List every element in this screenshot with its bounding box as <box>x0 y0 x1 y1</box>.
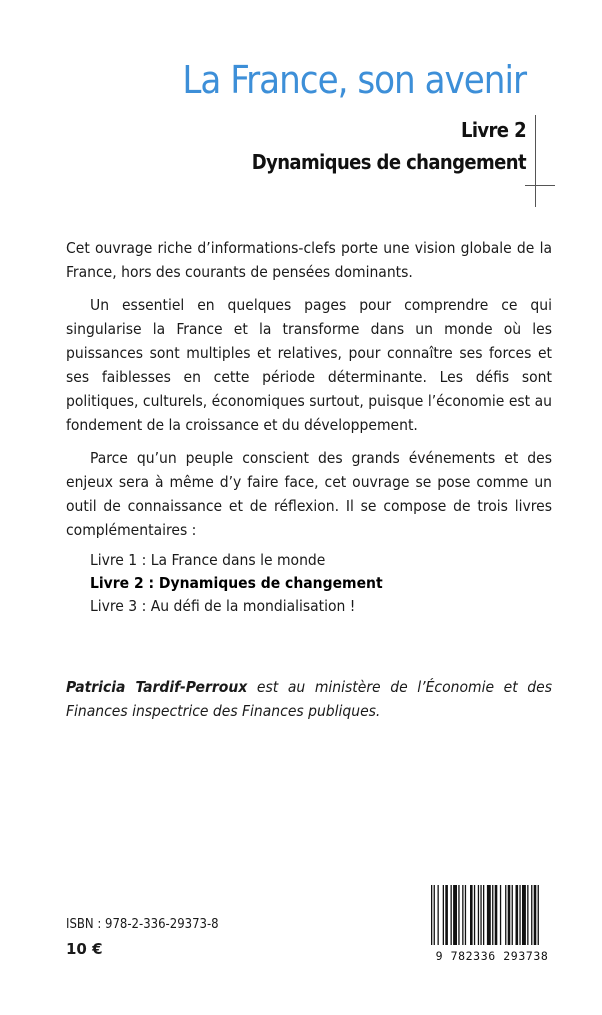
barcode-bar <box>505 885 506 945</box>
barcode-bar <box>534 885 537 945</box>
author-name: Patricia Tardif-Perroux <box>66 678 248 696</box>
barcode-bar <box>492 885 493 945</box>
book-subtitle: Dynamiques de changement <box>251 150 526 174</box>
book-title: La France, son avenir <box>182 58 526 102</box>
isbn: ISBN : 978-2-336-29373-8 <box>66 917 219 932</box>
book-label: Livre 2 <box>460 118 526 142</box>
book-list-item-1: Livre 1 : La France dans le monde <box>90 551 326 569</box>
crop-mark-vertical <box>535 115 536 207</box>
barcode-bar <box>431 885 432 945</box>
barcode-bar <box>458 885 459 945</box>
barcode-bar <box>512 885 513 945</box>
book-list-item-2: Livre 2 : Dynamiques de changement <box>90 574 383 592</box>
barcode-bar <box>483 885 484 945</box>
barcode-bar <box>478 885 479 945</box>
barcode-bar <box>434 885 435 945</box>
barcode <box>427 885 557 963</box>
barcode-bar <box>519 885 520 945</box>
barcode-bar <box>453 885 457 945</box>
barcode-bar <box>495 885 498 945</box>
barcode-bar <box>474 885 475 945</box>
barcode-bar <box>531 885 532 945</box>
barcode-bar <box>487 885 491 945</box>
barcode-bar <box>443 885 444 945</box>
author-description: est au ministère de l’Économie et des Finances inspectrice des Finances publiques. <box>66 678 553 720</box>
barcode-bar <box>451 885 452 945</box>
paragraph-composition: Parce qu’un peuple conscient des grands événements et des enjeux sera à même d’y faire face, cet ouvrage se pose comme un outil de connaissance et de réflexion. Il se compose de trois livres complémentaires : <box>66 449 552 539</box>
barcode-bar <box>522 885 526 945</box>
barcode-bar <box>465 885 466 945</box>
barcode-bar <box>527 885 528 945</box>
barcode-bar <box>508 885 511 945</box>
barcode-bar <box>538 885 539 945</box>
paragraph-intro: Cet ouvrage riche d’informations-clefs porte une vision globale de la France, hors des courants de pensées dominants. <box>66 239 552 281</box>
book-list-item-3: Livre 3 : Au défi de la mondialisation ! <box>90 597 356 615</box>
barcode-bar <box>438 885 439 945</box>
price: 10 € <box>66 940 103 958</box>
barcode-bar <box>462 885 463 945</box>
barcode-bar <box>500 885 501 945</box>
barcode-bar <box>480 885 481 945</box>
barcode-bar <box>516 885 519 945</box>
barcode-bars <box>427 885 557 949</box>
barcode-digits: 9 782336 293738 <box>427 949 557 963</box>
author-bio <box>66 675 552 723</box>
barcode-bar <box>445 885 448 945</box>
paragraph-essential: Un essentiel en quelques pages pour comprendre ce qui singularise la France et la transforme dans un monde où les puissances sont multiples et relatives, pour connaître ses forces et ses faiblesses en cette période déterminante. Les défis sont politiques, culturels, économiques surtout, puisque l’économie est au fondement de la croissance et du développement. <box>66 296 552 434</box>
book-list <box>66 549 552 618</box>
back-cover-text <box>66 236 552 618</box>
crop-mark-horizontal <box>525 185 555 186</box>
barcode-bar <box>470 885 473 945</box>
